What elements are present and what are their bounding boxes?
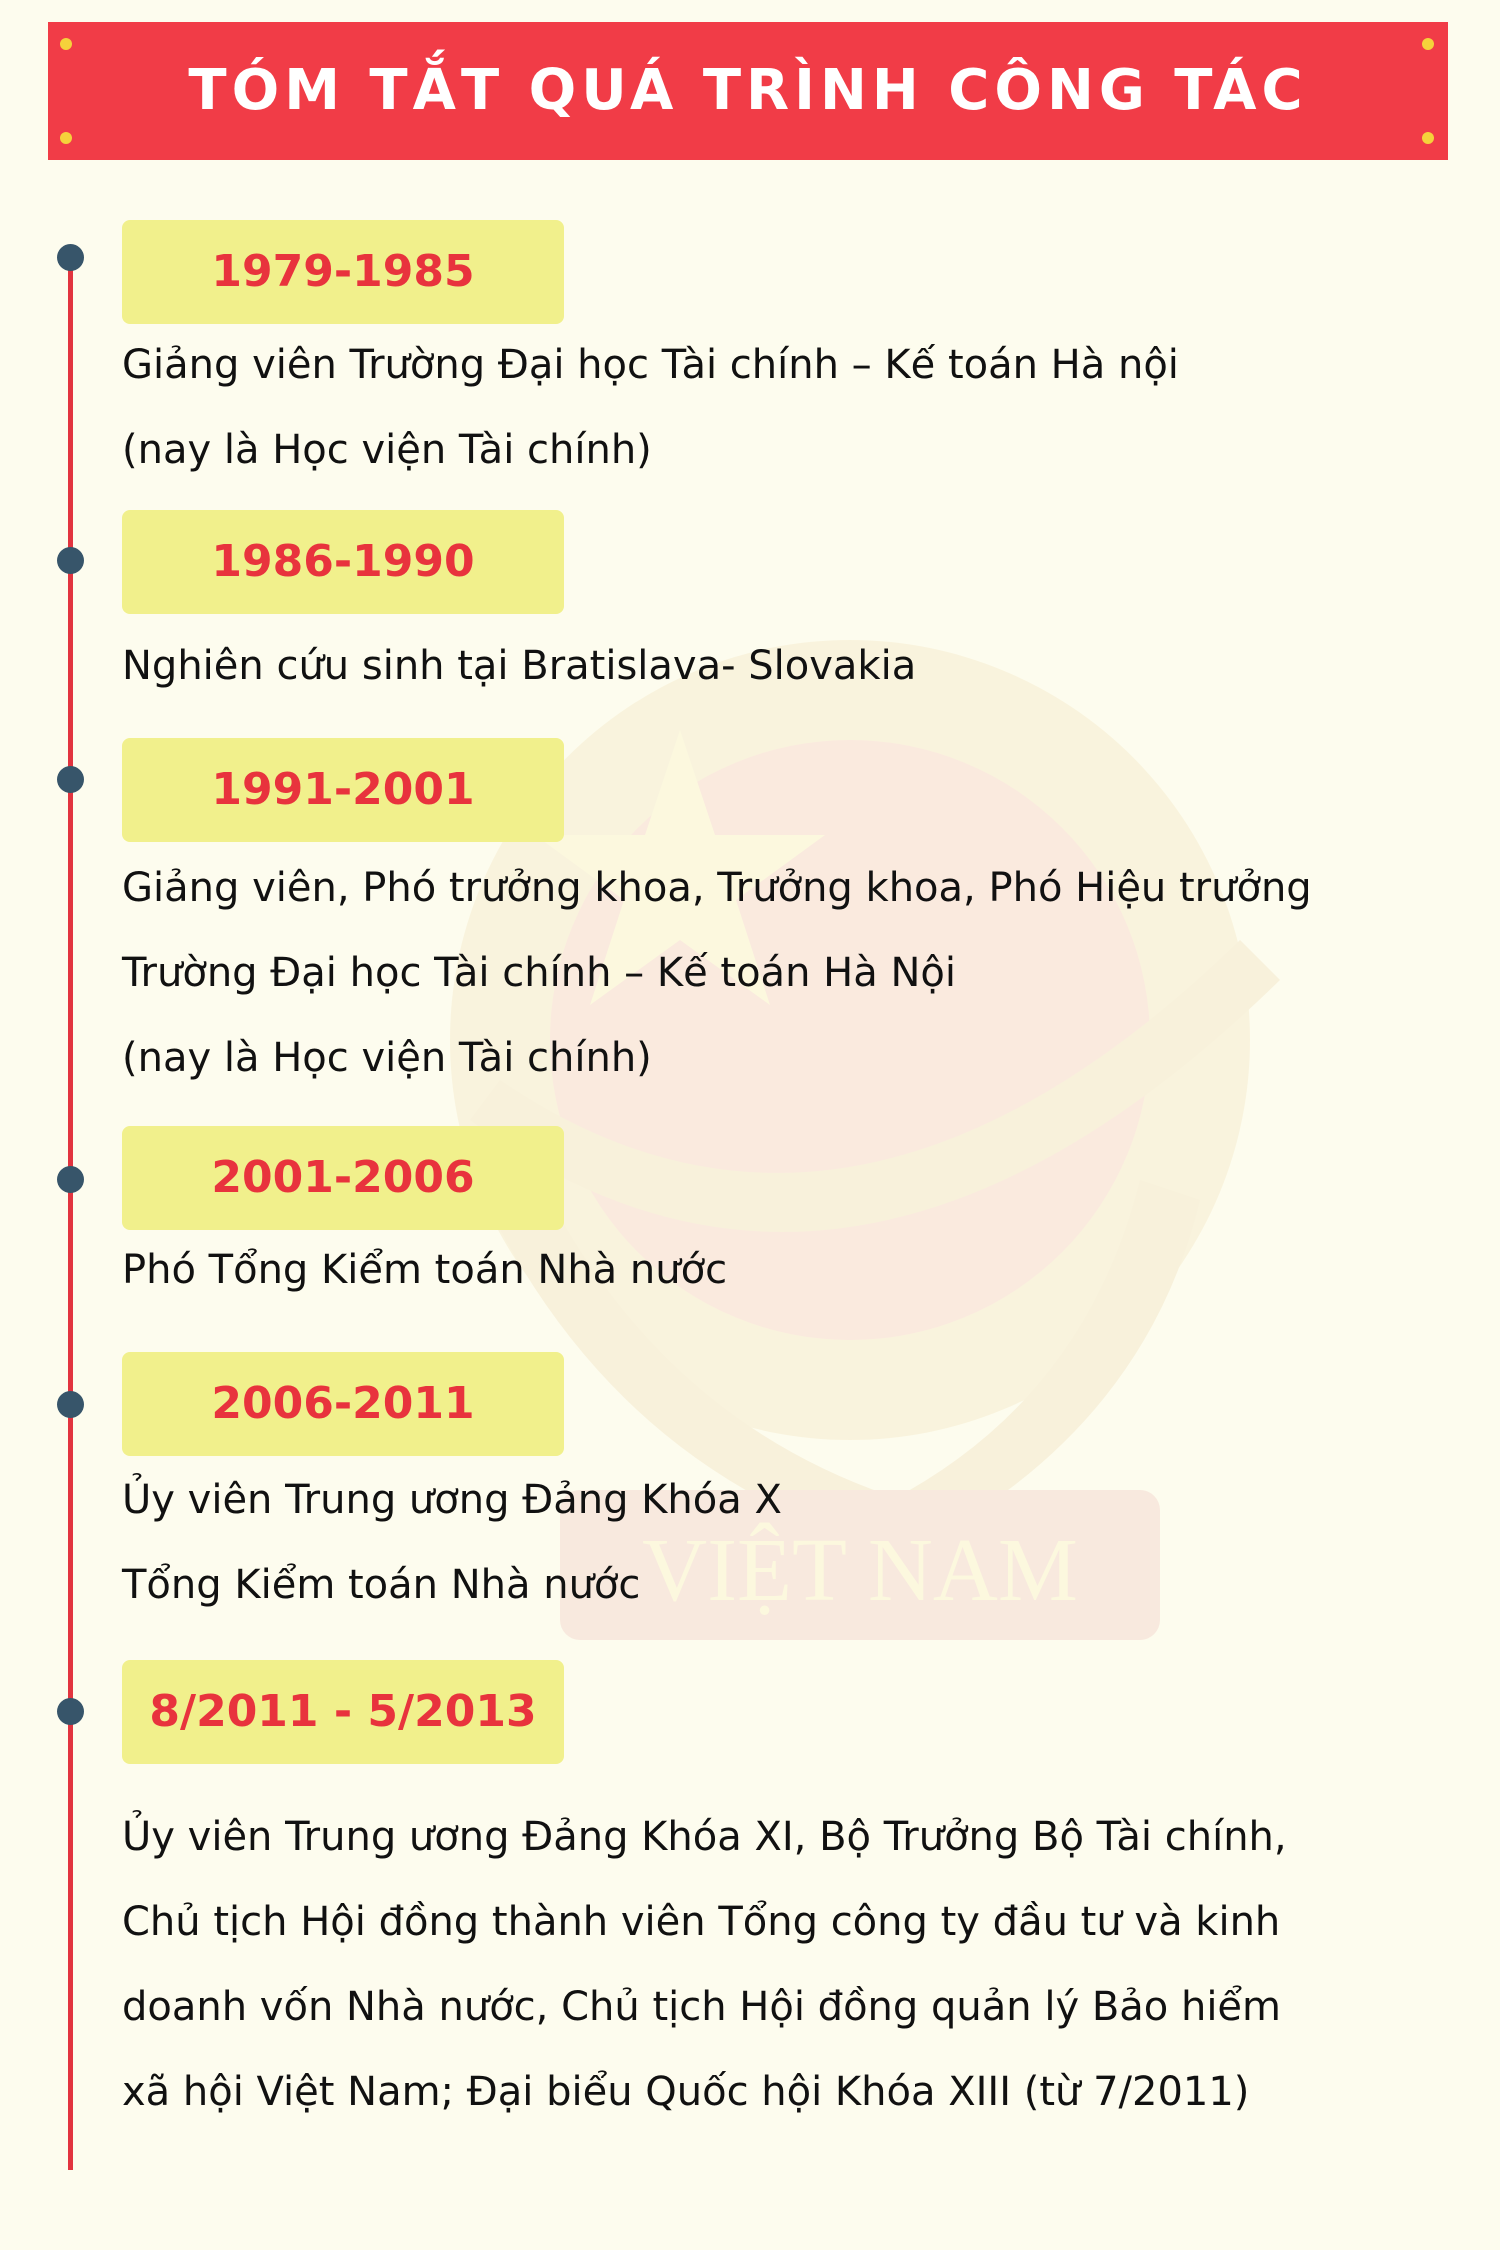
timeline-entry-description <box>122 1458 1452 1628</box>
description-line: Tổng Kiểm toán Nhà nước <box>122 1562 641 1608</box>
description-line: xã hội Việt Nam; Đại biểu Quốc hội Khóa XIII (từ 7/2011) <box>122 2069 1250 2115</box>
description-line: Nghiên cứu sinh tại Bratislava- Slovakia <box>122 643 917 689</box>
description-line: Chủ tịch Hội đồng thành viên Tổng công ty đầu tư và kinh <box>122 1899 1281 1945</box>
timeline-period-badge: 1979-1985 <box>122 220 564 324</box>
page-title: TÓM TẮT QUÁ TRÌNH CÔNG TÁC <box>188 58 1308 123</box>
title-banner <box>48 22 1448 160</box>
watermark-text: VIỆT NAM <box>642 1521 1078 1620</box>
timeline-dot-icon <box>57 1166 84 1193</box>
description-line: Giảng viên Trường Đại học Tài chính – Kế toán Hà nội <box>122 342 1179 388</box>
timeline-period-badge: 8/2011 - 5/2013 <box>122 1660 564 1764</box>
description-line: doanh vốn Nhà nước, Chủ tịch Hội đồng quản lý Bảo hiểm <box>122 1984 1282 2030</box>
timeline-period-badge: 1991-2001 <box>122 738 564 842</box>
description-line: (nay là Học viện Tài chính) <box>122 427 652 473</box>
description-line: Ủy viên Trung ương Đảng Khóa XI, Bộ Trưởng Bộ Tài chính, <box>122 1814 1287 1860</box>
description-line: Trường Đại học Tài chính – Kế toán Hà Nội <box>122 950 956 996</box>
timeline-entry-description <box>122 323 1452 493</box>
timeline-entry-description <box>122 624 1452 709</box>
timeline-dot-icon <box>57 766 84 793</box>
description-line: Phó Tổng Kiểm toán Nhà nước <box>122 1247 728 1293</box>
timeline-dot-icon <box>57 244 84 271</box>
timeline-line <box>68 255 73 2170</box>
timeline-entry-description <box>122 846 1452 1101</box>
description-line: Giảng viên, Phó trưởng khoa, Trưởng khoa, Phó Hiệu trưởng <box>122 865 1312 911</box>
timeline-period-badge: 2006-2011 <box>122 1352 564 1456</box>
timeline-period-badge: 2001-2006 <box>122 1126 564 1230</box>
timeline-period-badge: 1986-1990 <box>122 510 564 614</box>
description-line: (nay là Học viện Tài chính) <box>122 1035 652 1081</box>
timeline-dot-icon <box>57 1698 84 1725</box>
timeline-dot-icon <box>57 547 84 574</box>
description-line: Ủy viên Trung ương Đảng Khóa X <box>122 1477 782 1523</box>
timeline-dot-icon <box>57 1391 84 1418</box>
timeline-entry-description <box>122 1795 1452 2135</box>
timeline-entry-description <box>122 1228 1452 1313</box>
